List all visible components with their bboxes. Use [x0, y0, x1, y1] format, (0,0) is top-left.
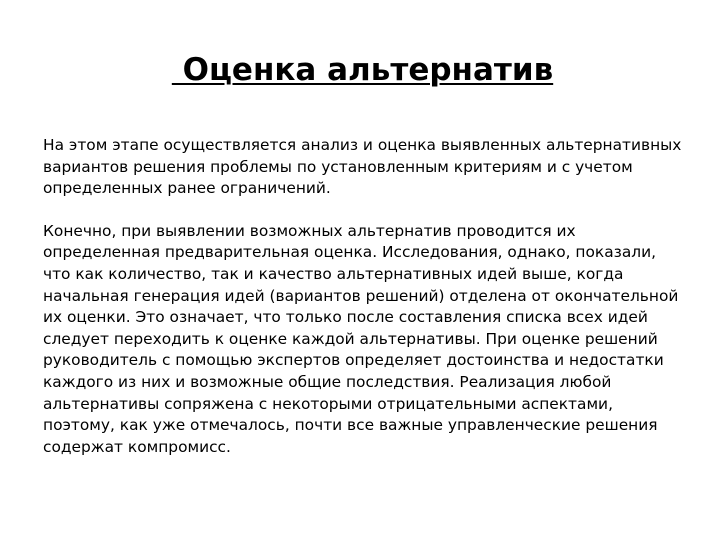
paragraph-intro: На этом этапе осуществляется анализ и оценка выявленных альтернативных вариантов решения проблемы по установленным критериям и с учетом определенных ранее ограничений.	[43, 136, 682, 198]
slide-body	[43, 135, 683, 458]
paragraph-details: Конечно, при выявлении возможных альтернатив проводится их определенная предварительная оценка. Исследования, однако, показали, что как количество, так и качество альтернативных идей выше, когда начальная генерация идей (вариантов решений) отделена от окончательной их оценки. Это означает, что только после составления списка всех идей следует переходить к оценке каждой альтернативы. При оценке решений руководитель с помощью экспертов определяет достоинства и недостатки каждого из них и возможные общие последствия. Реализация любой альтернативы сопряжена с некоторыми отрицательными аспектами, поэтому, как уже отмечалось, почти все важные управленческие решения содержат компромисс.	[43, 221, 679, 456]
slide-title-text: Оценка альтернатив	[171, 52, 554, 88]
slide-title	[40, 48, 685, 92]
